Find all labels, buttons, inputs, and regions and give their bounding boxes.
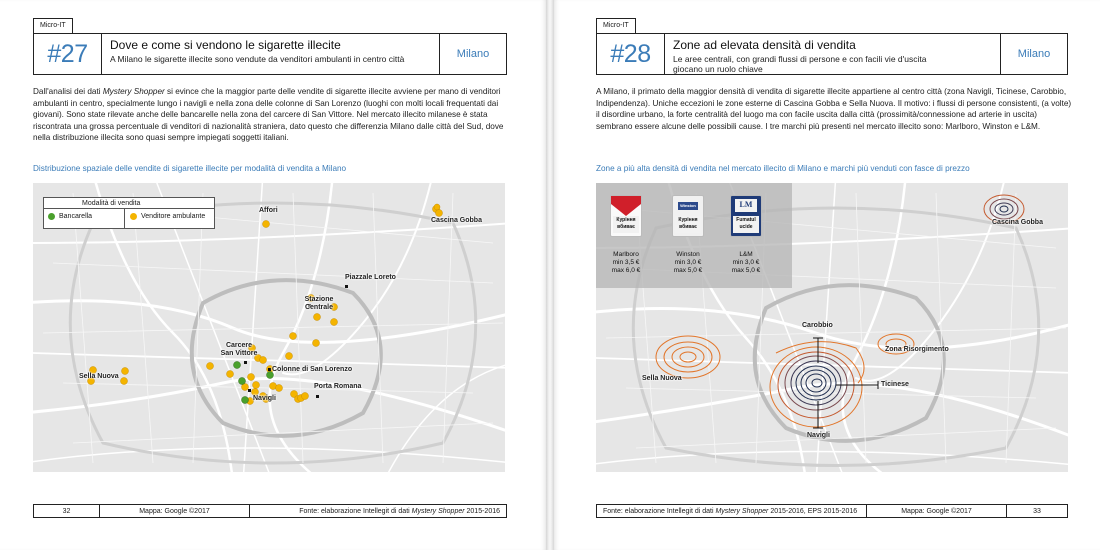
legend-label: Bancarella [59, 213, 93, 220]
map-credit: Mappa: Google ©2017 [100, 505, 250, 517]
section-tag: Micro-IT [596, 18, 636, 33]
map-point-ambulante [263, 221, 270, 228]
brand-min-price: min 3,5 € [612, 259, 640, 266]
map-point-ambulante [227, 371, 234, 378]
map-point-ambulante [286, 353, 293, 360]
paragraph-text: Dall'analisi dei dati [33, 87, 103, 96]
body-paragraph: A Milano, il primato della maggior densità di vendita di sigarette illecite appartiene al centro città (zona Navigli, Ticinese, Carobbio, Indipendenza). Uniche eccezioni le zone esterne di Cascina Gobba e Sella Nuova. Il motivo: i flussi di persone consistenti, (a volte) il disordine urbano, la forte centralità del luogo ma con facile uscita dalla città (prossimità/connessione ad arterie in uscita) sembrano essere alcune delle possibili cause. I tre marchi più presenti nel mercato illecito sono: Marlboro, Winston e L&M. [596, 87, 1072, 131]
source-emphasis: Mystery Shopper [411, 508, 465, 515]
chapter-number: #27 [34, 34, 102, 74]
pack-warning: Куріння вбиває [675, 216, 701, 233]
source-text: Fonte: elaborazione Intellegit di dati [603, 508, 716, 515]
map-label-ticinese: Ticinese [881, 381, 909, 388]
pack-brand: Winston [680, 203, 696, 208]
map-point-ambulante [434, 204, 440, 210]
header-text [102, 34, 440, 74]
landmark-marker [268, 368, 271, 371]
map-label-navigli: Navigli [253, 395, 276, 402]
source-note [597, 505, 867, 517]
body-paragraph [33, 86, 509, 144]
page-gutter [546, 0, 554, 550]
page-left [0, 0, 546, 550]
page-right [554, 0, 1100, 550]
map-label-stazione-centrale: Stazione Centrale [304, 296, 334, 311]
map-point-ambulante [207, 363, 214, 370]
map-label-porta-romana: Porta Romana [314, 383, 362, 390]
pack-lm [730, 195, 762, 237]
map-left [33, 183, 505, 472]
map-label-carcere-san-vittore: Carcere San Vittore [220, 342, 258, 357]
source-text: 2015-2016, EPS 2015-2016 [768, 508, 858, 515]
legend-label: Venditore ambulante [141, 213, 206, 220]
map-point-ambulante [290, 333, 297, 340]
map-point-ambulante [313, 340, 320, 347]
map-point-ambulante [260, 357, 267, 364]
map-label-cascina-gobba: Cascina Gobba [992, 219, 1043, 226]
page-header [596, 33, 1068, 75]
marlboro-chevron [611, 196, 641, 216]
map-point-ambulante [302, 393, 309, 400]
map-point-ambulante [121, 378, 128, 385]
source-text: 2015-2016 [464, 508, 500, 515]
map-point-bancarella [239, 378, 246, 385]
map-point-ambulante [314, 314, 321, 321]
map-point-ambulante [253, 382, 260, 389]
paragraph-text: si evince che la maggior parte delle vendite di sigarette illecite avviene per mano di venditori ambulanti in centro, specialmente lungo i navigli e nella zona delle colonne di San Lorenzo (luoghi con molti locali frequentati dai giovani). Sono state rilevate anche delle bancarelle nella zona del carcere di San Vittore. Nel mercato illecito milanese è stata riscontrata una grossa percentuale di venditori di nazionalità straniera, dato questo che differenzia Milano dalle città del Sud, dove nella distribuzione illecita sono quasi sempre impiegati soggetti italiani. [33, 87, 504, 143]
pack-warning: Куріння вбиває [613, 216, 639, 233]
brand-caption-marlboro [600, 251, 652, 275]
contour-sella-nuova [656, 336, 720, 378]
section-tag: Micro-IT [33, 18, 73, 33]
pack-warning: Fumatul ucide [733, 216, 759, 233]
brand-max-price: max 5,0 € [731, 267, 761, 274]
map-label-carobbio: Carobbio [802, 322, 833, 329]
brand-min-price: min 3,0 € [732, 259, 760, 266]
landmark-marker [244, 361, 247, 364]
page-title: Dove e come si vendono le sigarette illecite [110, 38, 341, 52]
header-text [665, 34, 1001, 74]
source-text: Fonte: elaborazione Intellegit di dati [299, 508, 412, 515]
page-subtitle: A Milano le sigarette illecite sono vendute da venditori ambulanti in centro città [110, 54, 405, 64]
source-emphasis: Mystery Shopper [715, 508, 769, 515]
page-header [33, 33, 507, 75]
paragraph-emphasis: Mystery Shopper [102, 87, 165, 96]
map-label-navigli: Navigli [807, 432, 830, 439]
map-point-ambulante [122, 368, 129, 375]
pack-marlboro [610, 195, 642, 237]
brand-min-price: min 3,0 € [674, 259, 702, 266]
map-point-bancarella [242, 397, 249, 404]
brand-name: Marlboro [613, 251, 639, 258]
brand-max-price: max 6,0 € [611, 267, 641, 274]
map-label-affori: Affori [259, 207, 278, 214]
page-number: 33 [1033, 508, 1041, 515]
brand-packs-panel [596, 183, 792, 288]
map-right [596, 183, 1068, 472]
map-label-piazzale-loreto: Piazzale Loreto [345, 274, 396, 281]
map-points [33, 183, 505, 472]
landmark-marker [345, 285, 348, 288]
chapter-number: #28 [597, 34, 665, 74]
brand-max-price: max 5,0 € [673, 267, 703, 274]
map-label-colonne-san-lorenzo: Colonne di San Lorenzo [272, 366, 353, 373]
landmark-marker [248, 389, 251, 392]
map-label-cascina-gobba: Cascina Gobba [431, 217, 482, 224]
page-title: Zone ad elevata densità di vendita [673, 38, 856, 52]
map-point-ambulante [331, 319, 338, 326]
brand-caption-lm [720, 251, 772, 275]
page-footer [33, 504, 507, 518]
map-point-ambulante [276, 385, 283, 392]
pack-brand: LM [739, 200, 753, 209]
map-label-zona-risorgimento: Zona Risorgimento [885, 346, 949, 353]
brand-caption-winston [662, 251, 714, 275]
map-label-sella-nuova: Sella Nuova [642, 375, 682, 382]
map-point-bancarella [234, 362, 241, 369]
city-label: Milano [1017, 48, 1051, 60]
map-point-ambulante [248, 374, 255, 381]
page-footer [596, 504, 1068, 518]
brand-name: Winston [676, 251, 700, 258]
figure-title: Zone a più alta densità di vendita nel mercato illecito di Milano e marchi più venduti con fasce di prezzo [596, 164, 970, 173]
landmark-marker [316, 395, 319, 398]
page-subtitle: Le aree centrali, con grandi flussi di persone e con facili vie d'uscita giocano un ruolo chiave [673, 54, 927, 74]
pack-winston [672, 195, 704, 237]
map-point-ambulante [436, 210, 443, 217]
map-label-sella-nuova: Sella Nuova [79, 373, 119, 380]
map-credit: Mappa: Google ©2017 [867, 505, 1007, 517]
source-note [250, 505, 506, 517]
city-label: Milano [456, 48, 490, 60]
figure-title: Distribuzione spaziale delle vendite di sigarette illecite per modalità di vendita a Milano [33, 164, 347, 173]
legend-title: Modalità di vendita [44, 198, 214, 209]
page-number: 32 [34, 505, 100, 517]
brand-name: L&M [739, 251, 753, 258]
